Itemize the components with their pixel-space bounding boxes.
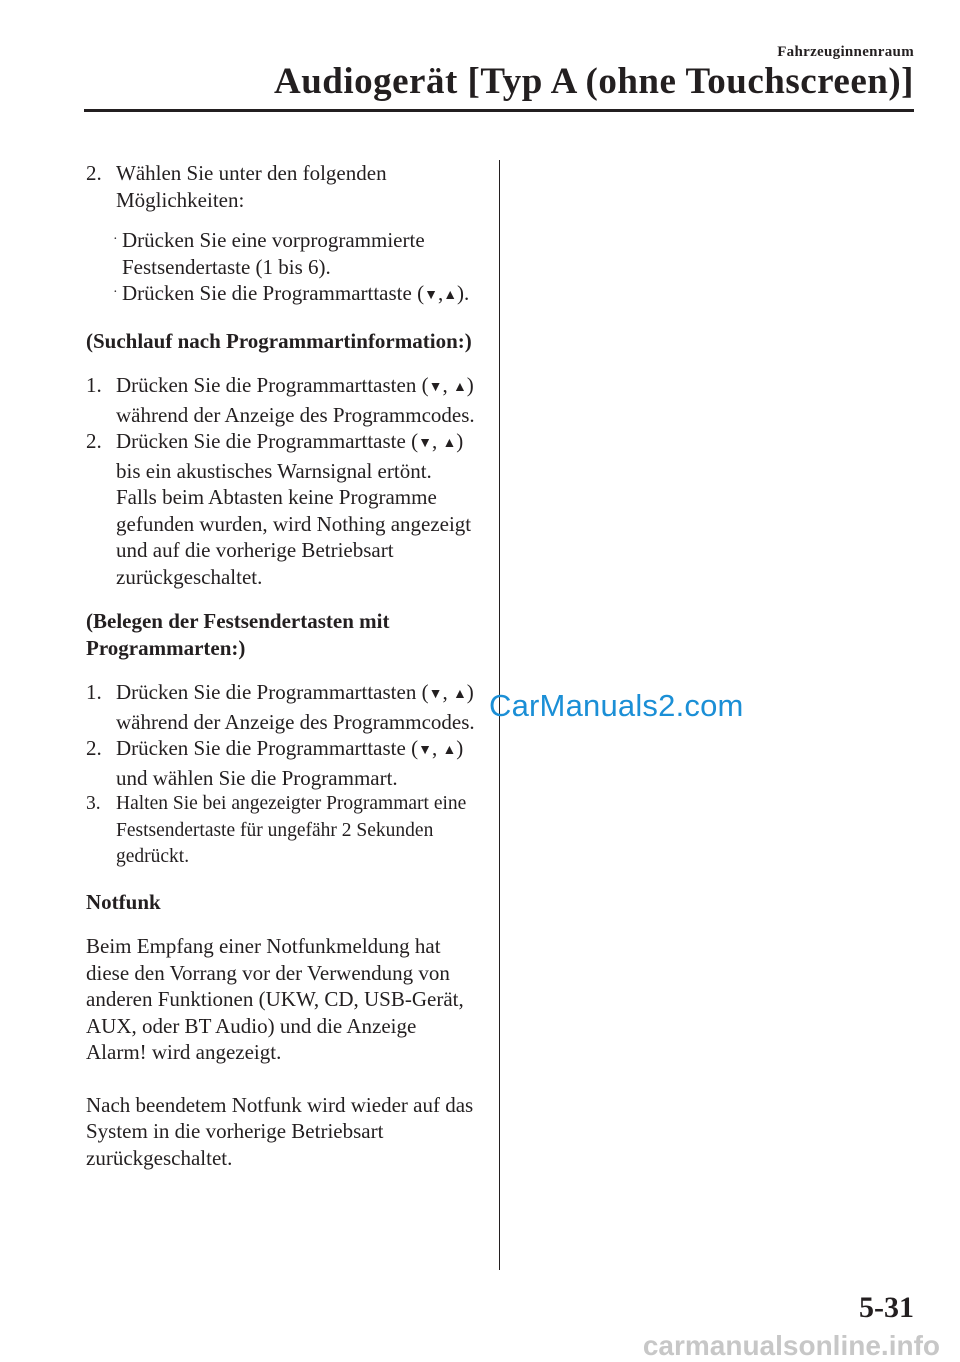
step-text: Drücken Sie die Programmarttaste (▼, ▲) bis ein akustisches Warnsignal ertönt. Falls beim Abtasten keine Programme gefunden wurden, wird Nothing angezeigt und auf die vorherige Betriebsart zurückgeschaltet.: [116, 429, 472, 589]
triangle-up-icon: ▲: [442, 743, 457, 758]
section-heading-notfunk: Notfunk: [86, 889, 161, 914]
triangle-up-icon: ▲: [452, 687, 467, 702]
watermark-logo: CarManuals2.com: [489, 688, 744, 723]
main-column: [86, 160, 481, 1171]
step-text: Drücken Sie die Programmarttasten (▼, ▲) während der Anzeige des Programmcodes.: [116, 680, 475, 734]
step-number: 1.: [86, 680, 102, 704]
step-text: Halten Sie bei angezeigter Programmart eine Festsendertaste für ungefähr 2 Sekunden gedrückt.: [116, 793, 467, 867]
footer-site-watermark: carmanualsonline.info: [642, 1330, 940, 1361]
bullet-text: Drücken Sie die Programmarttaste (▼,▲).: [122, 281, 470, 305]
step-number: 2.: [86, 736, 102, 760]
triangle-up-icon: ▲: [442, 436, 457, 451]
step-text: Wählen Sie unter den folgenden Möglichkeiten:: [116, 161, 387, 212]
bullet-item: [113, 280, 481, 310]
bullet-item: [113, 227, 481, 280]
step-text: Drücken Sie die Programmarttasten (▼, ▲) während der Anzeige des Programmcodes.: [116, 373, 475, 427]
step-number: 2.: [86, 161, 102, 185]
triangle-down-icon: ▼: [418, 436, 432, 451]
step-number: 1.: [86, 373, 102, 397]
triangle-down-icon: ▼: [428, 380, 443, 395]
step-number: 3.: [86, 793, 101, 814]
step-text: Drücken Sie die Programmarttaste (▼, ▲) und wählen Sie die Programmart.: [116, 736, 464, 790]
bullet-dot-icon: ·: [113, 232, 118, 247]
step-choose: [86, 160, 481, 213]
notfunk-paragraph-1: Beim Empfang einer Notfunkmeldung hat diese den Vorrang vor der Verwendung von anderen Funktionen (UKW, CD, USB-Gerät, AUX, oder BT Audio) und die Anzeige Alarm! wird angezeigt.: [86, 934, 464, 1064]
page-number: 5-31: [859, 1291, 914, 1324]
search-step-2: [86, 428, 481, 590]
triangle-up-icon: ▲: [452, 380, 467, 395]
bullet-dot-icon: ·: [113, 285, 118, 300]
assign-step-1: [86, 679, 481, 735]
triangle-up-icon: ▲: [443, 288, 458, 303]
bullet-text: Drücken Sie eine vorprogrammierte Festsendertaste (1 bis 6).: [122, 228, 425, 279]
triangle-down-icon: ▼: [418, 743, 432, 758]
assign-step-2: [86, 735, 481, 791]
search-step-1: [86, 372, 481, 428]
notfunk-paragraph-2: Nach beendetem Notfunk wird wieder auf das System in die vorherige Betriebsart zurückgeschaltet.: [86, 1092, 474, 1170]
step-number: 2.: [86, 429, 102, 453]
page-title: Audiogerät [Typ A (ohne Touchscreen)]: [273, 61, 914, 102]
header-rule: [84, 109, 914, 112]
section-heading-assign: (Belegen der Festsendertasten mit Programmarten:): [86, 609, 390, 660]
step-note: Falls beim Abtasten keine Programme gefunden wurden, wird Nothing angezeigt und auf die vorherige Betriebsart zurückgeschaltet.: [116, 485, 472, 589]
triangle-down-icon: ▼: [424, 288, 438, 303]
header-section-label: Fahrzeuginnenraum: [777, 44, 914, 60]
section-heading-search: (Suchlauf nach Programmartinformation:): [86, 328, 472, 353]
triangle-down-icon: ▼: [428, 687, 443, 702]
assign-step-3: [86, 791, 481, 871]
